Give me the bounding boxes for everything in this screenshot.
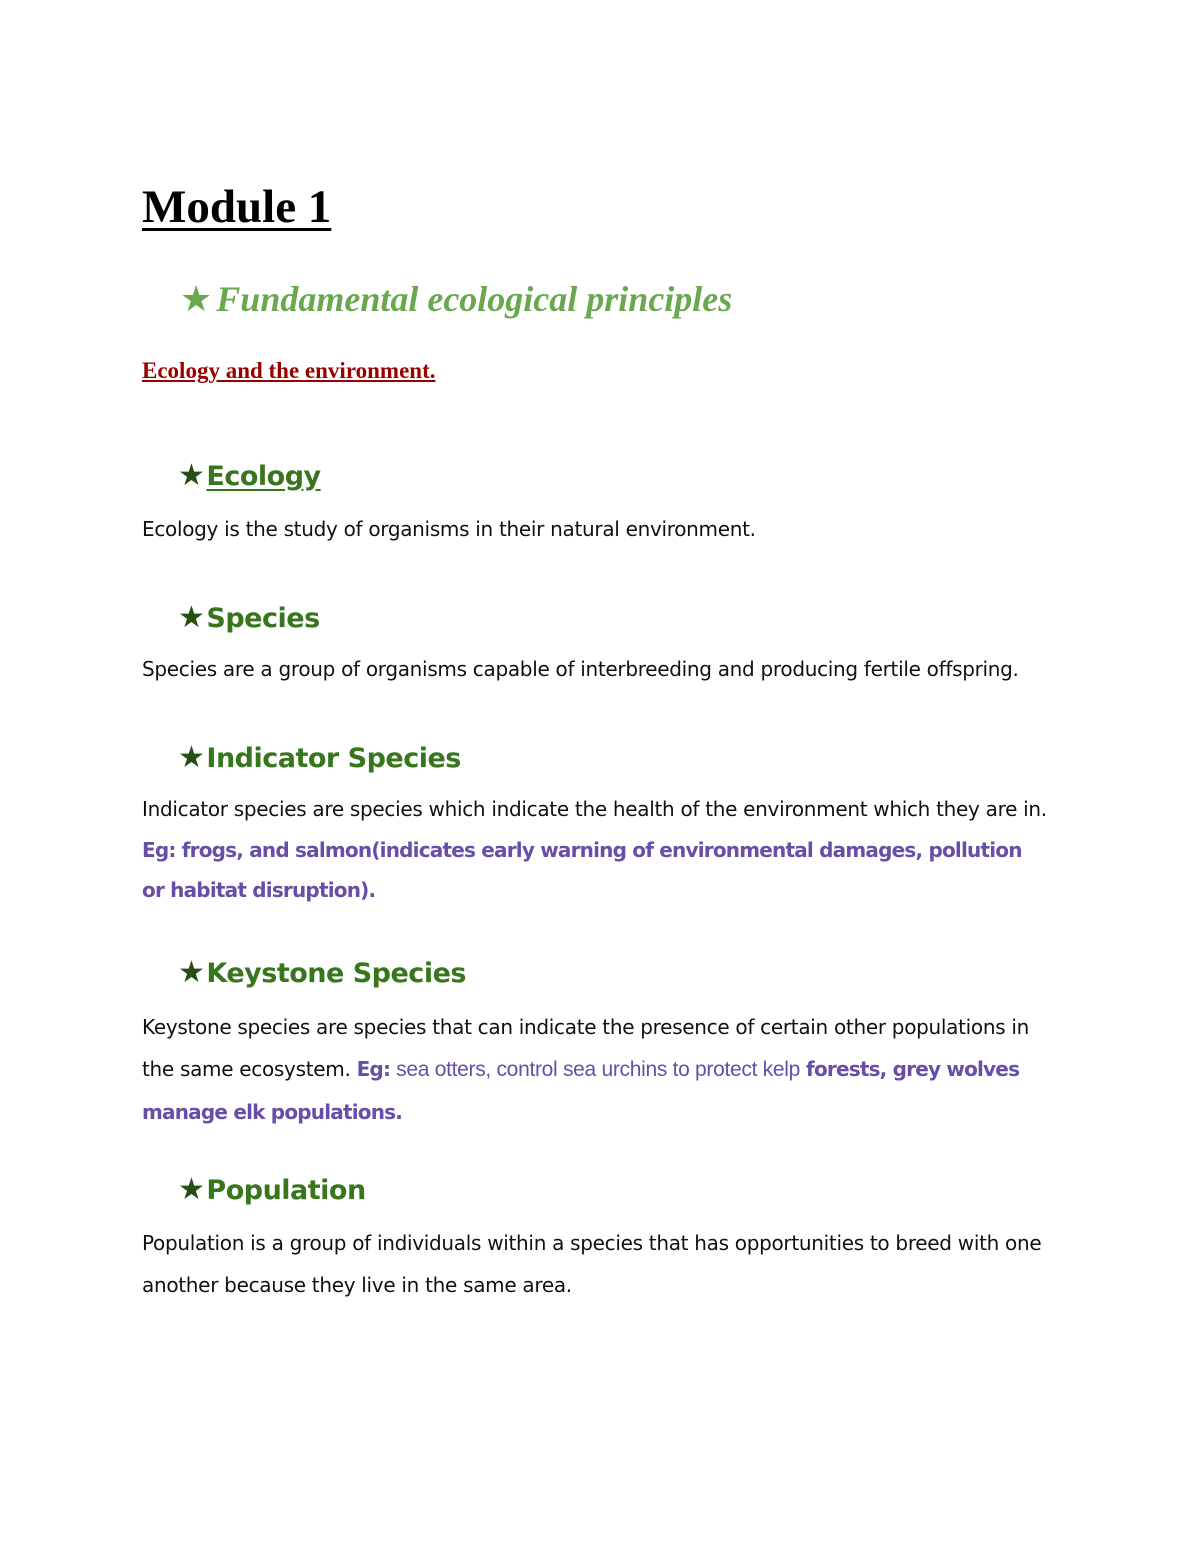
term-label: Population bbox=[206, 1175, 366, 1206]
term-heading-species bbox=[178, 600, 320, 635]
term-definition-indicator-species: Indicator species are species which indicate the health of the environment which they are in. bbox=[142, 797, 1047, 821]
term-label: Species bbox=[206, 603, 320, 634]
term-definition-population: Population is a group of individuals within a species that has opportunities to breed with one another because they live in the same area. bbox=[142, 1231, 1042, 1297]
term-heading-indicator-species bbox=[178, 740, 461, 775]
principles-heading-text: Fundamental ecological principles bbox=[216, 279, 733, 319]
term-heading-keystone-species bbox=[178, 955, 466, 990]
example-suffix: forests, grey wolves manage elk populations. bbox=[142, 1057, 1020, 1124]
term-definition-ecology: Ecology is the study of organisms in their natural environment. bbox=[142, 517, 756, 541]
principles-heading bbox=[180, 278, 732, 320]
example-plain-text: sea otters, control sea urchins to protect kelp bbox=[396, 1058, 800, 1081]
star-icon: ★ bbox=[180, 279, 213, 319]
term-definition-keystone-species bbox=[142, 1006, 1062, 1133]
example-prefix: Eg: bbox=[356, 1057, 391, 1081]
term-label: Indicator Species bbox=[206, 743, 461, 774]
term-label: Ecology bbox=[206, 461, 321, 492]
module-title: Module 1 bbox=[142, 181, 332, 233]
example-text: Eg: frogs, and salmon(indicates early warning of environmental damages, pollution or habitat disruption). bbox=[142, 838, 1022, 902]
star-icon: ★ bbox=[178, 955, 205, 990]
term-label: Keystone Species bbox=[206, 958, 466, 989]
star-icon: ★ bbox=[178, 740, 205, 775]
term-example-indicator-species bbox=[142, 830, 1042, 910]
star-icon: ★ bbox=[178, 1172, 205, 1207]
star-icon: ★ bbox=[178, 600, 205, 635]
star-icon: ★ bbox=[178, 458, 205, 493]
term-heading-ecology bbox=[178, 458, 321, 493]
section-subtitle: Ecology and the environment. bbox=[142, 358, 436, 383]
definition-text: Keystone species are species that can indicate the presence of certain other populations in the same ecosystem. bbox=[142, 1015, 1030, 1081]
term-definition-species: Species are a group of organisms capable of interbreeding and producing fertile offspring. bbox=[142, 657, 1019, 681]
term-heading-population bbox=[178, 1172, 366, 1207]
